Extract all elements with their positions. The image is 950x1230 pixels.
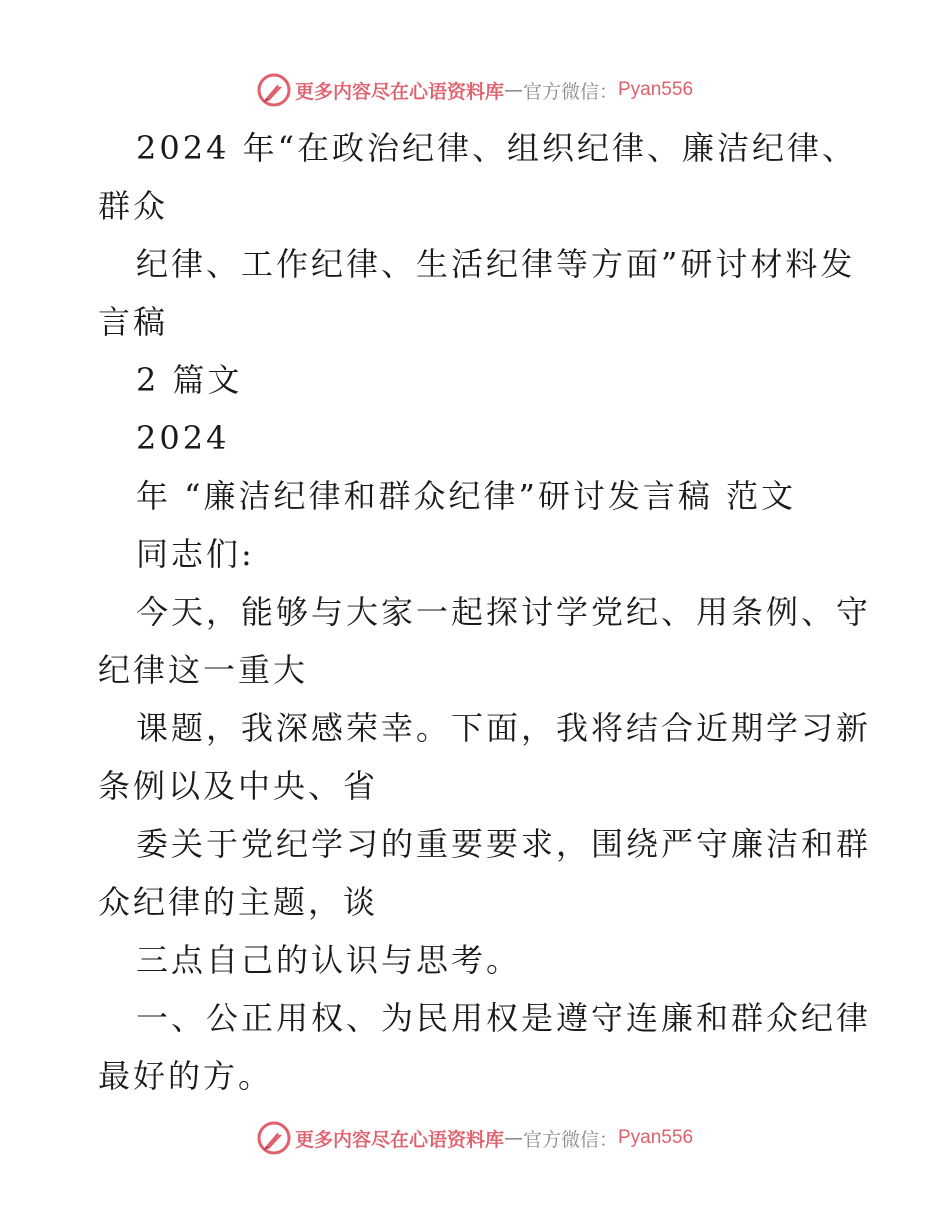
- footer-wechat-label: 官方微信：: [522, 1128, 618, 1151]
- text-line: 群众: [98, 187, 169, 225]
- header-separator: —: [503, 79, 523, 101]
- text-line: 2 篇文: [136, 361, 243, 399]
- footer-banner: [0, 1118, 950, 1158]
- text-line: 三点自己的认识与思考。: [136, 941, 522, 979]
- text-line: 条例以及中央、省: [98, 767, 379, 805]
- text-line: 言稿: [98, 303, 169, 341]
- header-banner: [0, 70, 950, 110]
- footer-site-text: 更多内容尽在心语资料库: [294, 1128, 504, 1151]
- text-line: 纪律、工作纪律、生活纪律等方面”研讨材料发: [136, 245, 856, 283]
- text-line: 一、公正用权、为民用权是遵守连廉和群众纪律: [136, 999, 872, 1037]
- text-line: 今天，能够与大家一起探讨学党纪、用条例、守: [136, 593, 872, 631]
- text-line: 年 “廉洁纪律和群众纪律”研讨发言稿 范文: [136, 477, 797, 515]
- pen-logo-icon: [257, 73, 291, 107]
- footer-separator: —: [503, 1127, 523, 1149]
- text-line: 2024: [136, 419, 230, 457]
- text-line: 课题，我深感荣幸。下面，我将结合近期学习新: [136, 709, 872, 747]
- pen-logo-icon: [257, 1121, 291, 1155]
- text-line: 2024 年“在政治纪律、组织纪律、廉洁纪律、: [136, 129, 857, 167]
- text-line: 委关于党纪学习的重要要求，围绕严守廉洁和群: [136, 825, 872, 863]
- header-site-text: 更多内容尽在心语资料库: [294, 80, 504, 103]
- header-wechat-label: 官方微信：: [522, 80, 618, 103]
- text-line: 最好的方。: [98, 1057, 274, 1095]
- text-line: 众纪律的主题，谈: [98, 883, 379, 921]
- footer-wechat-id: Pyan556: [618, 1127, 694, 1148]
- text-line: 同志们:: [136, 535, 255, 573]
- header-wechat-id: Pyan556: [618, 79, 694, 100]
- text-line: 纪律这一重大: [98, 651, 309, 689]
